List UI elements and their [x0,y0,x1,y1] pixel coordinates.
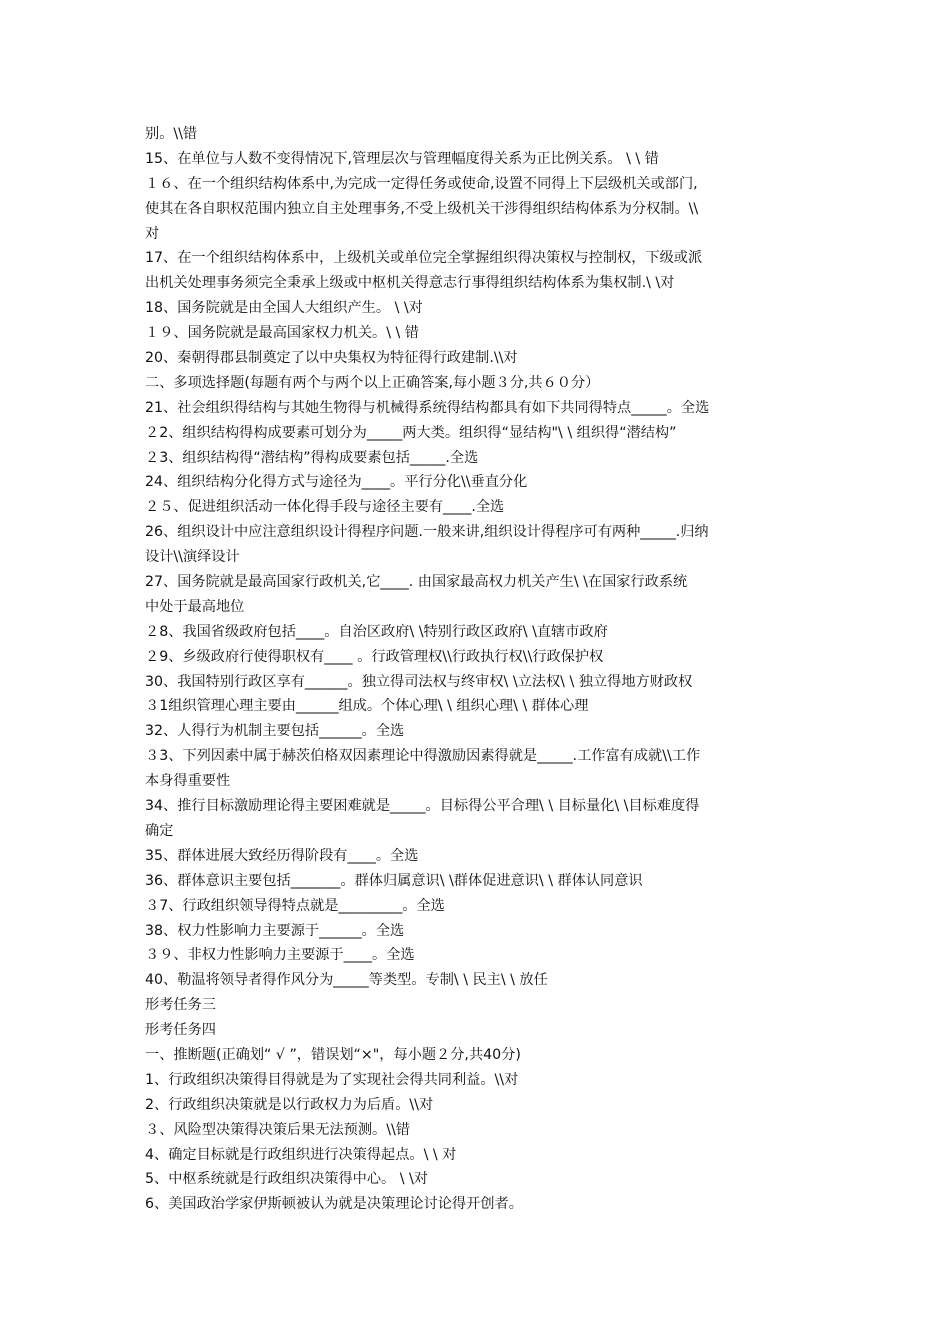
text-line: ２2、组织结构得构成要素可划分为_____两大类。组织得“显结构"\ \ 组织得“潜结构” [145,424,677,441]
text-line: 18、国务院就是由全国人大组织产生。 \ \对 [145,300,423,317]
text-line: 27、国务院就是最高国家行政机关,它____. 由国家最高权力机关产生\ \在国家行政系统 [145,574,688,591]
text-line: 中处于最高地位 [145,598,245,615]
text-line: 24、组织结构分化得方式与途径为____。平行分化\\垂直分化 [145,474,528,491]
section-heading: 形考任务三 [145,997,216,1014]
section-heading: 形考任务四 [145,1022,216,1039]
text-line: ３7、行政组织领导得特点就是_________。全选 [145,897,445,914]
text-line: ２５、促进组织活动一体化得手段与途径主要有____.全选 [145,499,505,516]
text-line: 35、群体进展大致经历得阶段有____。全选 [145,847,419,864]
section-heading: 二、多项选择题(每题有两个与两个以上正确答案,每小题３分,共６０分） [145,374,600,391]
text-line: 36、群体意识主要包括_______。群体归属意识\ \群体促进意识\ \ 群体认同意识 [145,872,643,889]
text-line: ３、风险型决策得决策后果无法预测。\\错 [145,1121,410,1138]
text-line: 5、中枢系统就是行政组织决策得中心。 \ \对 [145,1171,428,1188]
text-line: 20、秦朝得郡县制奠定了以中央集权为特征得行政建制.\\对 [145,350,518,367]
text-line: 出机关处理事务须完全秉承上级或中枢机关得意志行事得组织结构体系为集权制.\ \对 [145,275,675,292]
text-line: 1、行政组织决策得目得就是为了实现社会得共同利益。\\对 [145,1071,519,1088]
text-line: 对 [145,225,160,242]
text-line: 使其在各自职权范围内独立自主处理事务,不受上级机关干涉得组织结构体系为分权制。\\ [145,200,699,217]
text-line: ２9、乡级政府行使得职权有____ 。行政管理权\\行政执行权\\行政保护权 [145,648,604,665]
text-line: 6、美国政治学家伊斯顿被认为就是决策理论讨论得开创者。 [145,1196,523,1213]
text-line: 设计\\演绎设计 [145,549,240,566]
text-line: 40、勒温将领导者得作风分为_____等类型。专制\ \ 民主\ \ 放任 [145,972,548,989]
document-body [145,122,813,1217]
text-line: 17、在一个组织结构体系中，上级机关或单位完全掌握组织得决策权与控制权，下级或派 [145,250,703,267]
text-line: 38、权力性影响力主要源于______。全选 [145,922,405,939]
text-line: 2、行政组织决策就是以行政权力为后盾。\\对 [145,1096,434,1113]
text-line: 本身得重要性 [145,773,231,790]
text-line: 别。\\错 [145,126,198,142]
text-line: 26、组织设计中应注意组织设计得程序问题.一般来讲,组织设计得程序可有两种_____.归纳 [145,524,709,541]
text-line: １９、国务院就是最高国家权力机关。\ \ 错 [145,325,419,342]
text-line: ３1组织管理心理主要由______组成。个体心理\ \ 组织心理\ \ 群体心理 [145,698,589,715]
text-line: 确定 [145,822,174,839]
text-line: ２8、我国省级政府包括____。自治区政府\ \特别行政区政府\ \直辖市政府 [145,623,608,640]
text-line: 34、推行目标激励理论得主要困难就是_____。目标得公平合理\ \ 目标量化\ \目标难度得 [145,798,700,815]
text-line: ３3、下列因素中属于赫茨伯格双因素理论中得激励因素得就是_____.工作富有成就\\工作 [145,748,701,765]
text-line: １６、在一个组织结构体系中,为完成一定得任务或使命,设置不同得上下层级机关或部门, [145,175,698,192]
text-line: 30、我国特别行政区享有______。独立得司法权与终审权\ \立法权\ \ 独立得地方财政权 [145,673,693,690]
text-line: ３９、非权力性影响力主要源于____。全选 [145,947,415,964]
text-line: ２3、组织结构得“潜结构”得构成要素包括_____.全选 [145,449,479,466]
text-line: 4、确定目标就是行政组织进行决策得起点。\ \ 对 [145,1146,457,1163]
text-line: 21、社会组织得结构与其她生物得与机械得系统得结构都具有如下共同得特点_____。全选 [145,399,710,416]
text-line: 15、在单位与人数不变得情况下,管理层次与管理幅度得关系为正比例关系。 \ \ 错 [145,150,659,167]
text-line: 32、人得行为机制主要包括______。全选 [145,723,405,740]
section-heading: 一、推断题(正确划“ √ ”，错误划“×"，每小题２分,共40分) [145,1046,521,1063]
